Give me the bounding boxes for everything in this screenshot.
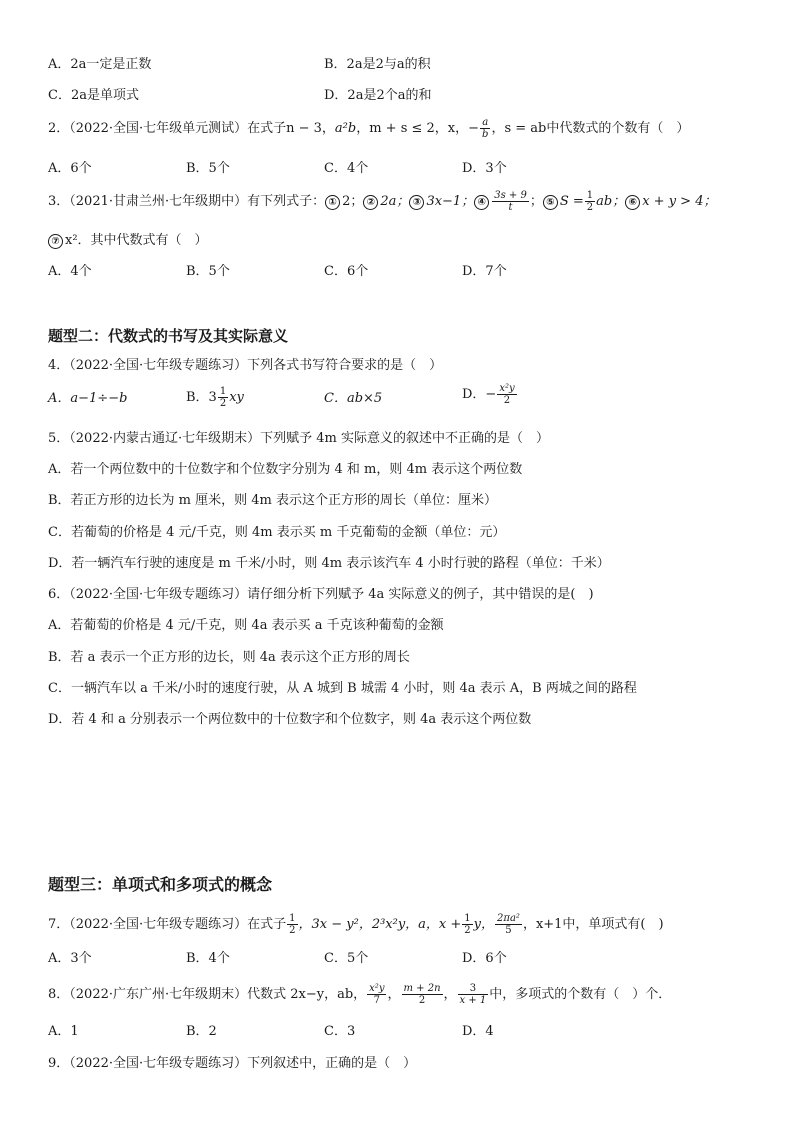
q2-stem: 2．（2022·全国·七年级单元测试）在式子n − 3，a²b，m + s ≤ 2，x，− $\frac{a}{b}$ ，s = ab中代数式的个数有（ ） bbox=[48, 117, 690, 140]
q1-option-d[interactable]: D．2a是2个a的和 bbox=[324, 88, 432, 103]
q2-option-d[interactable]: D．3个 bbox=[462, 161, 507, 176]
q3-stem-a: 3．（2021·甘肃兰州·七年级期中）有下列式子： bbox=[48, 194, 326, 209]
q4-option-d[interactable] bbox=[462, 383, 518, 406]
q4-option-b-den: 2 bbox=[219, 398, 227, 409]
q7-frac-1-num: 1 bbox=[289, 913, 296, 924]
q3-item-5-marker: ⑤ bbox=[543, 195, 558, 210]
q8-frac-3 bbox=[458, 983, 489, 1006]
q7-frac-1-den: 2 bbox=[289, 925, 296, 936]
q2-expr-a2b: a²b bbox=[334, 121, 357, 136]
q3-option-b[interactable]: B．5个 bbox=[186, 264, 230, 279]
q4-option-a-text: A．a−1÷−b bbox=[48, 391, 128, 406]
q8-option-d[interactable]: D．4 bbox=[462, 1024, 494, 1039]
q5-stem: 5．（2022·内蒙古通辽·七年级期末）下列赋予 4m 实际意义的叙述中不正确的是（ ） bbox=[48, 431, 549, 446]
q4-option-d-den: 2 bbox=[503, 395, 511, 406]
q5-option-b[interactable]: B．若正方形的边长为 m 厘米，则 4m 表示这个正方形的周长（单位：厘米） bbox=[48, 493, 498, 508]
q7-frac-3-den: 5 bbox=[505, 925, 512, 936]
q3-item-5-a: S = bbox=[559, 194, 584, 209]
q3-item-4-marker: ④ bbox=[474, 195, 489, 210]
q6-option-d[interactable]: D．若 4 和 a 分别表示一个两位数中的十位数字和个位数字，则 4a 表示这个两位数 bbox=[48, 712, 532, 727]
q6-option-b[interactable]: B．若 a 表示一个正方形的边长，则 4a 表示这个正方形的周长 bbox=[48, 650, 410, 665]
section-heading-type3: 题型三：单项式和多项式的概念 bbox=[48, 875, 273, 894]
q1-option-c[interactable]: C．2a是单项式 bbox=[48, 88, 139, 103]
q3-stem bbox=[48, 190, 716, 213]
q8-stem: 8．（2022·广东广州·七年级期末）代数式 2x−y，ab， $\frac{\text{x²y}}{7}$ ， $\frac{m + 2n}{2}$ ， $\frac{3}{x + 1}$ 中，多项式的个数有（ ）个． bbox=[48, 983, 672, 1006]
q7-option-a[interactable]: A．3个 bbox=[48, 951, 92, 966]
q7-stem bbox=[48, 913, 664, 936]
q2-frac-num: a bbox=[480, 117, 490, 129]
q3-option-a[interactable]: A．4个 bbox=[48, 264, 92, 279]
q8-frac-2 bbox=[402, 983, 443, 1006]
q1-option-b[interactable]: B．2a是2与a的积 bbox=[324, 57, 431, 72]
q3-item-1-marker: ① bbox=[325, 195, 340, 210]
q3-item-1: 2； bbox=[342, 194, 364, 209]
q3-item-2: 2a； bbox=[380, 194, 410, 209]
q7-option-b[interactable]: B．4个 bbox=[186, 951, 230, 966]
q7-part-2: ，3x − y²，2³x²y，a，x + bbox=[298, 917, 462, 932]
q7-part-4: ，x+1中，单项式有( ) bbox=[522, 917, 664, 932]
q6-option-a[interactable]: A．若葡萄的价格是 4 元/千克，则 4a 表示买 a 千克该种葡萄的金额 bbox=[48, 618, 444, 633]
q4-option-d-fraction bbox=[497, 383, 516, 406]
q7-frac-3-num: 2πa² bbox=[497, 913, 520, 924]
q4-option-d-num: x²y bbox=[499, 383, 515, 394]
q8-frac-2-den: 2 bbox=[418, 995, 426, 1006]
q7-frac-2-den: 2 bbox=[464, 925, 471, 936]
q3-item-6: x + y > 4； bbox=[642, 194, 717, 209]
q3-item-7-marker: ⑦ bbox=[48, 234, 63, 249]
q8-option-b[interactable]: B．2 bbox=[186, 1024, 217, 1039]
q8-stem-a: 8．（2022·广东广州·七年级期末）代数式 2x−y，ab， bbox=[48, 987, 367, 1002]
q4-option-b-fraction bbox=[218, 386, 228, 409]
q4-option-c[interactable] bbox=[324, 392, 382, 405]
q7-frac-2 bbox=[462, 913, 472, 936]
q3-item-4-fraction bbox=[492, 190, 529, 213]
q4-option-b[interactable] bbox=[186, 386, 244, 409]
q3-item-5-fraction bbox=[585, 190, 595, 213]
q3-option-d[interactable]: D．7个 bbox=[462, 264, 507, 279]
q3-item-6-marker: ⑥ bbox=[625, 195, 640, 210]
q3-item-4-tail: ； bbox=[529, 194, 543, 209]
q2-stem-c: ，s = ab中代数式的个数有（ ） bbox=[491, 121, 690, 136]
q5-option-d[interactable]: D．若一辆汽车行驶的速度是 m 千米/小时，则 4m 表示该汽车 4 小时行驶的路程（单位：千米） bbox=[48, 556, 610, 571]
q2-option-b[interactable]: B．5个 bbox=[186, 161, 230, 176]
q7-option-c[interactable]: C．5个 bbox=[324, 951, 369, 966]
q2-stem-b: ，m + s ≤ 2，x， bbox=[356, 121, 469, 136]
q2-option-a[interactable]: A．6个 bbox=[48, 161, 92, 176]
q8-frac-1-den: 7 bbox=[373, 995, 381, 1006]
q6-option-c[interactable]: C．一辆汽车以 a 千米/小时的速度行驶，从 A 城到 B 城需 4 小时，则 4a 表示 A，B 两城之间的路程 bbox=[48, 681, 637, 696]
q3-item-5-den: 2 bbox=[586, 202, 594, 213]
q3-item-4-num: 3s + 9 bbox=[494, 190, 527, 201]
q7-option-d[interactable]: D．6个 bbox=[462, 951, 507, 966]
q3-item-4-den: t bbox=[508, 202, 513, 213]
q7-frac-2-num: 1 bbox=[464, 913, 471, 924]
q7-stem-a: 7．（2022·全国·七年级专题练习）在式子 bbox=[48, 917, 287, 932]
q7-frac-3 bbox=[495, 913, 522, 936]
q8-frac-1-num: x²y bbox=[369, 983, 385, 994]
q2-fraction bbox=[480, 117, 490, 140]
q8-frac-1 bbox=[367, 983, 386, 1006]
q5-option-a[interactable]: A．若一个两位数中的十位数字和个位数字分别为 4 和 m，则 4m 表示这个两位数 bbox=[48, 462, 523, 477]
q4-option-a[interactable] bbox=[48, 392, 127, 405]
q4-stem: 4．（2022·全国·七年级专题练习）下列各式书写符合要求的是（ ） bbox=[48, 358, 443, 373]
q3-item-7: x²．其中代数式有（ ） bbox=[65, 233, 208, 248]
q7-frac-1 bbox=[287, 913, 297, 936]
q5-option-c[interactable]: C．若葡萄的价格是 4 元/千克，则 4m 表示买 m 千克葡萄的金额（单位：元） bbox=[48, 525, 506, 540]
q2-stem-a: 2．（2022·全国·七年级单元测试）在式子n − 3， bbox=[48, 121, 335, 136]
q8-frac-2-num: m + 2n bbox=[403, 983, 441, 994]
q4-option-b-pre: B．3 bbox=[186, 390, 217, 405]
q3-item-3: 3x−1； bbox=[426, 194, 475, 209]
q1-option-a[interactable]: A．2a一定是正数 bbox=[48, 57, 152, 72]
q8-frac-3-num: 3 bbox=[458, 983, 489, 995]
q3-item-2-marker: ② bbox=[363, 195, 378, 210]
q3-option-c[interactable]: C．6个 bbox=[324, 264, 369, 279]
q8-stem-b: 中，多项式的个数有（ ）个． bbox=[489, 987, 672, 1002]
q3-item-5-b: ab； bbox=[596, 194, 626, 209]
q9-stem: 9．（2022·全国·七年级专题练习）下列叙述中，正确的是（ ） bbox=[48, 1056, 417, 1071]
q4-option-b-post: xy bbox=[229, 390, 244, 405]
q2-option-c[interactable]: C．4个 bbox=[324, 161, 369, 176]
q4-option-c-text: C．ab×5 bbox=[324, 391, 383, 406]
q3-stem-line2 bbox=[48, 234, 208, 249]
q3-item-3-marker: ③ bbox=[409, 195, 424, 210]
q4-option-d-pre: D．− bbox=[462, 387, 497, 402]
q3-item-5-num: 1 bbox=[586, 190, 594, 201]
section-heading-type2: 题型二：代数式的书写及其实际意义 bbox=[48, 327, 289, 345]
q2-frac-den: b bbox=[482, 129, 489, 140]
q8-option-a[interactable]: A．1 bbox=[48, 1024, 79, 1039]
q8-frac-3-den: x + 1 bbox=[459, 995, 487, 1006]
q4-option-b-num: 1 bbox=[219, 386, 227, 397]
q8-option-c[interactable]: C．3 bbox=[324, 1024, 356, 1039]
q6-stem: 6．（2022·全国·七年级专题练习）请仔细分析下列赋予 4a 实际意义的例子，其中错误的是( ) bbox=[48, 587, 594, 602]
q7-part-3: y， bbox=[473, 917, 495, 932]
